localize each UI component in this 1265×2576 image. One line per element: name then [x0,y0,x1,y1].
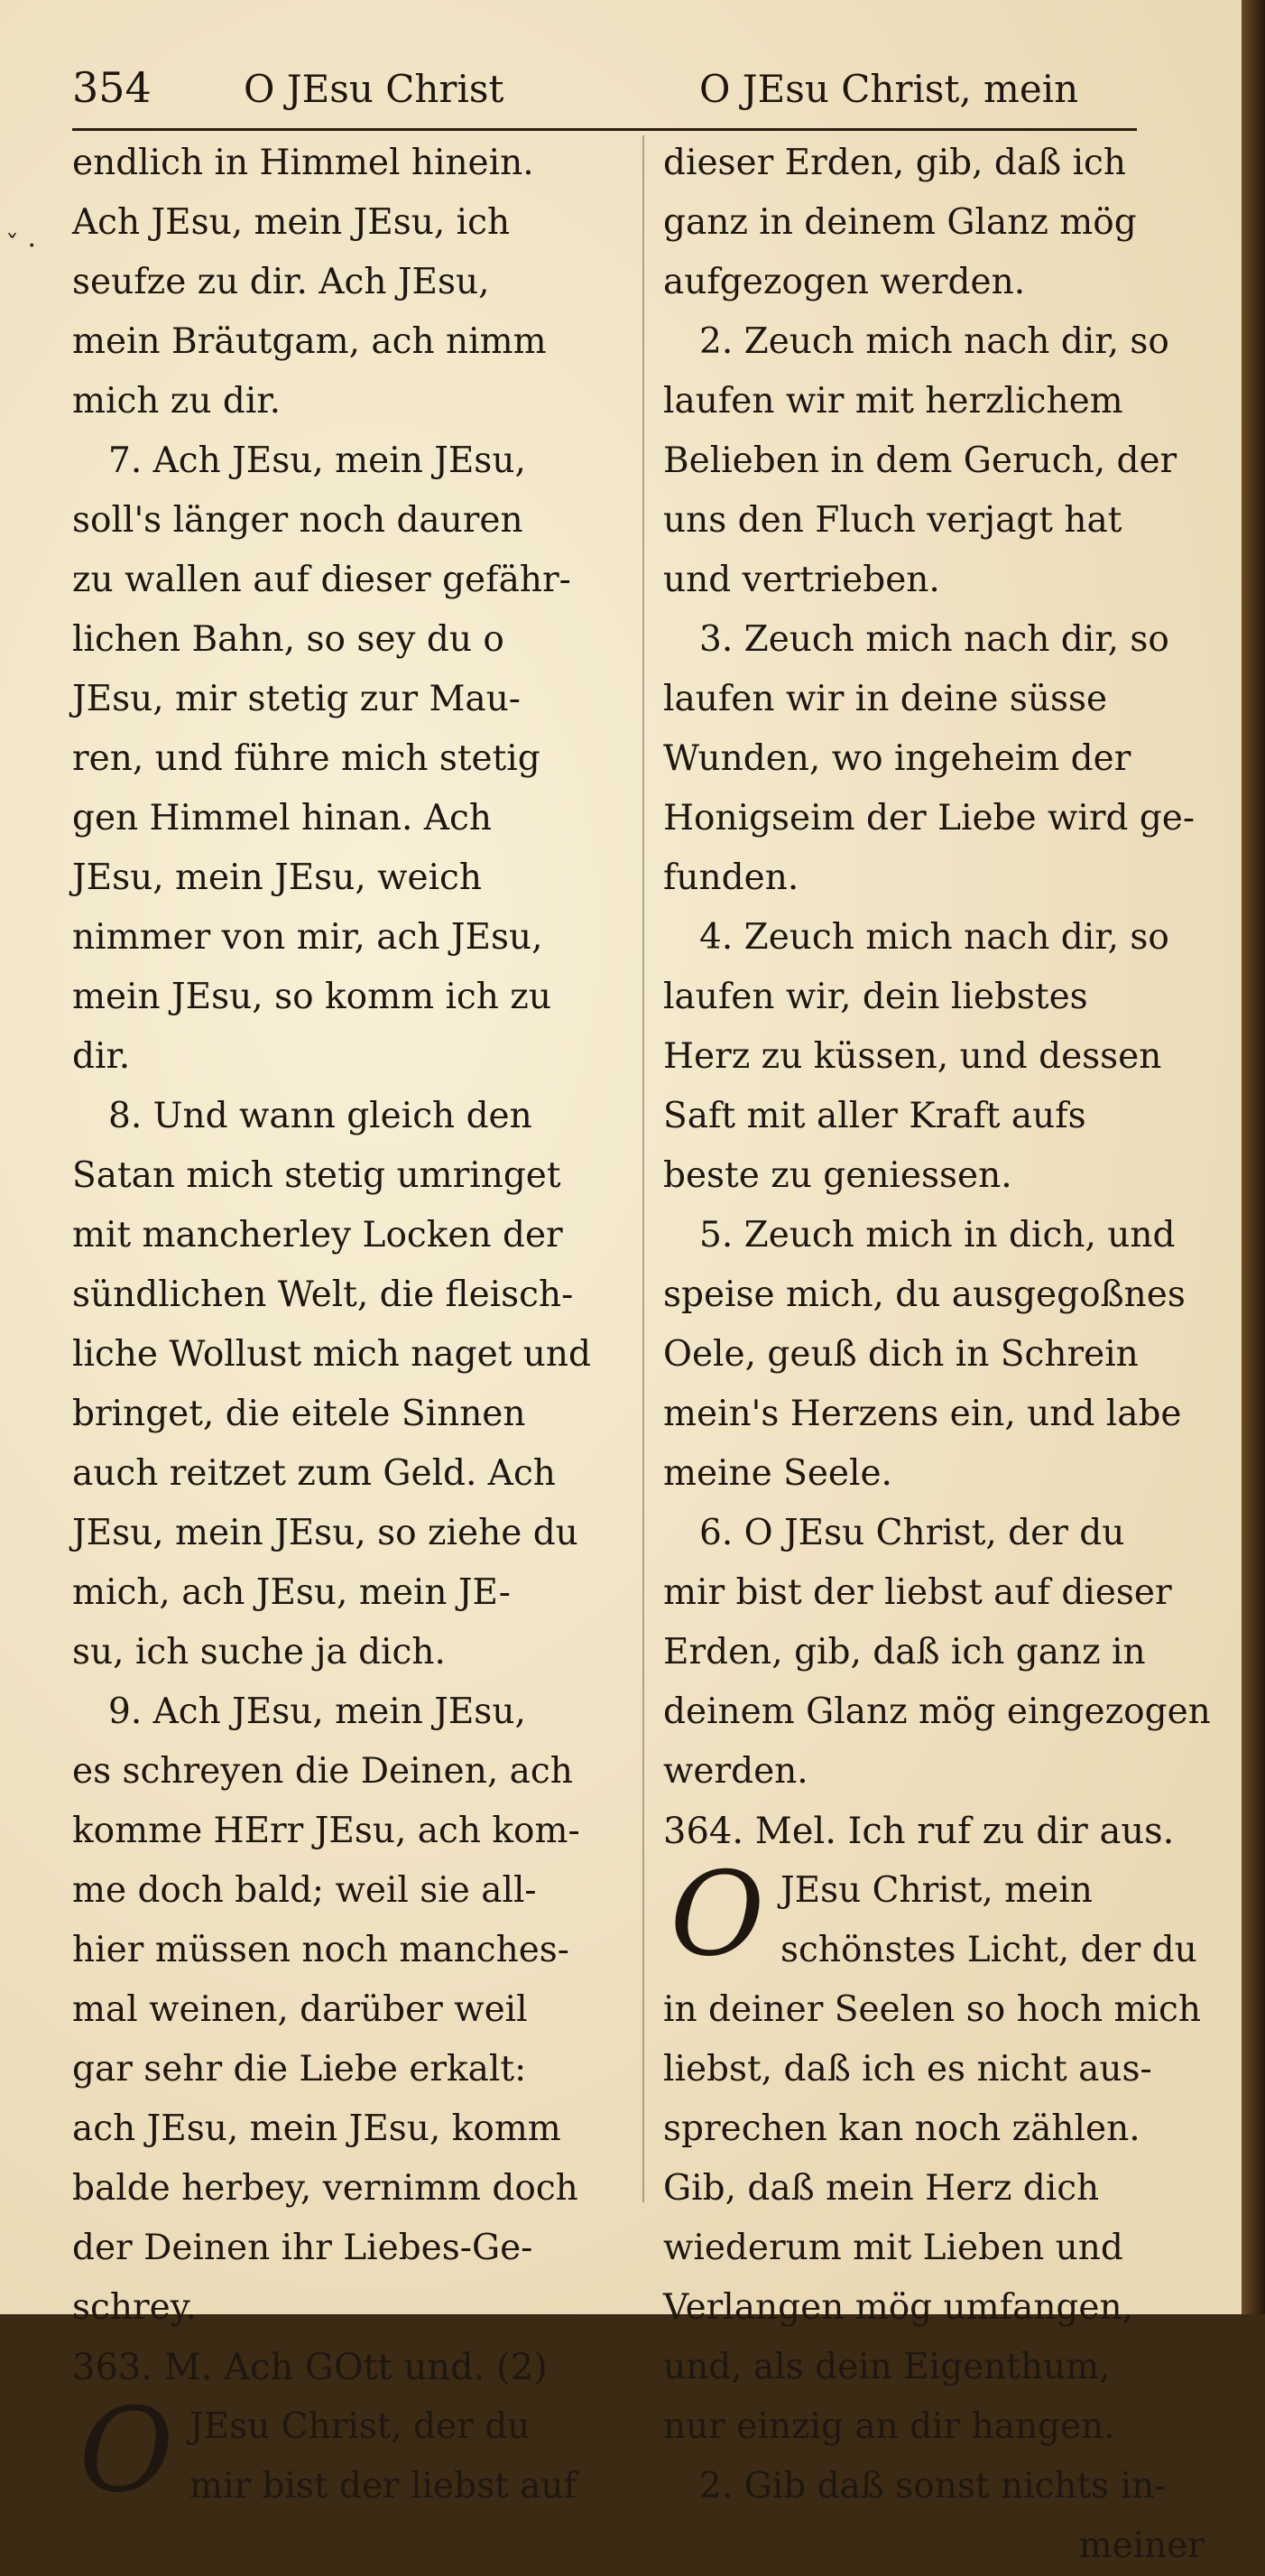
text-line: aufgezogen werden. [663,262,1026,302]
text-line: es schreyen die Deinen, ach [72,1751,573,1792]
text-line: uns den Fluch verjagt hat [663,500,1122,541]
text-line: Verlangen mög umfangen, [663,2287,1133,2328]
text-line: ren, und führe mich stetig [72,738,540,779]
text-line: endlich in Himmel hinein. [72,143,534,183]
text-line: soll's länger noch dauren [72,500,523,541]
text-line: mir bist der liebst auf [189,2466,577,2507]
text-line: funden. [663,857,799,898]
hymn-heading: 364. Mel. Ich ruf zu dir aus. [663,1811,1175,1852]
verse-start-line: 2. Zeuch mich nach dir, so [699,321,1169,362]
text-line: beste zu geniessen. [663,1155,1012,1196]
verse-start-line: 6. O JEsu Christ, der du [699,1513,1125,1553]
text-line: hier müssen noch manches- [72,1930,569,1970]
verse-start-line: 5. Zeuch mich in dich, und [699,1215,1176,1256]
text-line: dir. [72,1036,131,1077]
text-line: Gib, daß mein Herz dich [663,2168,1100,2209]
text-line: seufze zu dir. Ach JEsu, [72,262,490,302]
text-line: speise mich, du ausgegoßnes [663,1274,1186,1315]
page-number: 354 [72,63,152,112]
text-line: JEsu Christ, der du [189,2406,531,2447]
text-line: su, ich suche ja dich. [72,1632,446,1673]
hymn-opening [72,2384,636,2518]
running-head-right: O JEsu Christ, mein [699,67,1079,111]
text-line: Erden, gib, daß ich ganz in [663,1632,1146,1673]
text-line: JEsu, mir stetig zur Mau- [72,679,521,719]
text-line: nur einzig an dir hangen. [663,2406,1115,2447]
text-line: mich zu dir. [72,381,282,422]
drop-cap: O [669,1848,765,1982]
text-line: mich, ach JEsu, mein JE- [72,1572,511,1613]
text-line: komme HErr JEsu, ach kom- [72,1811,580,1851]
text-line: zu wallen auf dieser gefähr- [72,560,571,600]
verse-start-line: 3. Zeuch mich nach dir, so [699,619,1169,660]
text-line: liebst, daß ich es nicht aus- [663,2049,1152,2090]
text-line: in deiner Seelen so hoch mich [663,1989,1201,2030]
verse-start-line: 4. Zeuch mich nach dir, so [699,917,1169,958]
running-head-left: O JEsu Christ [244,67,504,111]
book-edge [1242,0,1265,2314]
verse-start-line: 7. Ach JEsu, mein JEsu, [108,440,526,481]
verse-start-line: 9. Ach JEsu, mein JEsu, [108,1691,526,1732]
text-line: liche Wollust mich naget und [72,1334,591,1375]
text-line: mein's Herzens ein, und labe [663,1394,1182,1434]
text-line: meine Seele. [663,1453,892,1494]
text-line: mal weinen, darüber weil [72,1989,528,2030]
text-line: werden. [663,1751,808,1792]
text-line: balde herbey, vernimm doch [72,2168,578,2209]
text-line: Ach JEsu, mein JEsu, ich [72,202,511,243]
text-line: Belieben in dem Geruch, der [663,440,1177,481]
text-line: Saft mit aller Kraft aufs [663,1096,1086,1136]
text-line: lichen Bahn, so sey du o [72,619,504,660]
text-line: und vertrieben. [663,560,940,600]
text-line: mit mancherley Locken der [72,1215,563,1256]
text-line: JEsu Christ, mein [780,1870,1093,1911]
text-line: schrey. [72,2287,197,2328]
column-divider [642,135,644,2202]
text-line: dieser Erden, gib, daß ich [663,143,1127,183]
text-line: auch reitzet zum Geld. Ach [72,1453,556,1494]
text-line: laufen wir, dein liebstes [663,977,1088,1017]
text-line: me doch bald; weil sie all- [72,1870,537,1911]
drop-cap: O [78,2384,174,2518]
text-line: bringet, die eitele Sinnen [72,1394,526,1434]
hymn-opening [663,1848,1223,1982]
text-line: nimmer von mir, ach JEsu, [72,917,543,958]
text-line: Honigseim der Liebe wird ge- [663,798,1196,839]
page-header [72,63,1137,135]
hymn-heading: 363. M. Ach GOtt und. (2) [72,2347,548,2388]
text-line: JEsu, mein JEsu, weich [72,857,483,898]
text-line: deinem Glanz mög eingezogen [663,1691,1211,1732]
text-line: mir bist der liebst auf dieser [663,1572,1172,1613]
header-rule [72,128,1137,131]
text-line: JEsu, mein JEsu, so ziehe du [72,1513,578,1553]
verse-start-line: 8. Und wann gleich den [108,1096,532,1136]
text-line: Oele, geuß dich in Schrein [663,1334,1139,1375]
text-line: laufen wir in deine süsse [663,679,1108,719]
text-line: der Deinen ihr Liebes-Ge- [72,2228,533,2268]
verse-start-line: 2. Gib daß sonst nichts in- [699,2466,1167,2507]
text-line: wiederum mit Lieben und [663,2228,1123,2268]
text-line: sprechen kan noch zählen. [663,2108,1140,2149]
text-line: gen Himmel hinan. Ach [72,798,492,839]
text-line: und, als dein Eigenthum, [663,2347,1111,2387]
text-line: mein JEsu, so komm ich zu [72,977,551,1017]
text-line: sündlichen Welt, die fleisch- [72,1274,574,1315]
right-column [663,134,1223,2576]
text-line: schönstes Licht, der du [780,1930,1197,1970]
text-line: Satan mich stetig umringet [72,1155,561,1196]
catchword: meiner [1078,2525,1205,2566]
text-line: mein Bräutgam, ach nimm [72,321,547,362]
left-column [72,134,636,2516]
margin-mark: ˇ · [5,230,37,262]
text-line: Wunden, wo ingeheim der [663,738,1131,779]
text-line: gar sehr die Liebe erkalt: [72,2049,527,2090]
text-line: laufen wir mit herzlichem [663,381,1123,422]
text-line: ganz in deinem Glanz mög [663,202,1137,243]
text-line: Herz zu küssen, und dessen [663,1036,1162,1077]
text-line: ach JEsu, mein JEsu, komm [72,2108,561,2149]
